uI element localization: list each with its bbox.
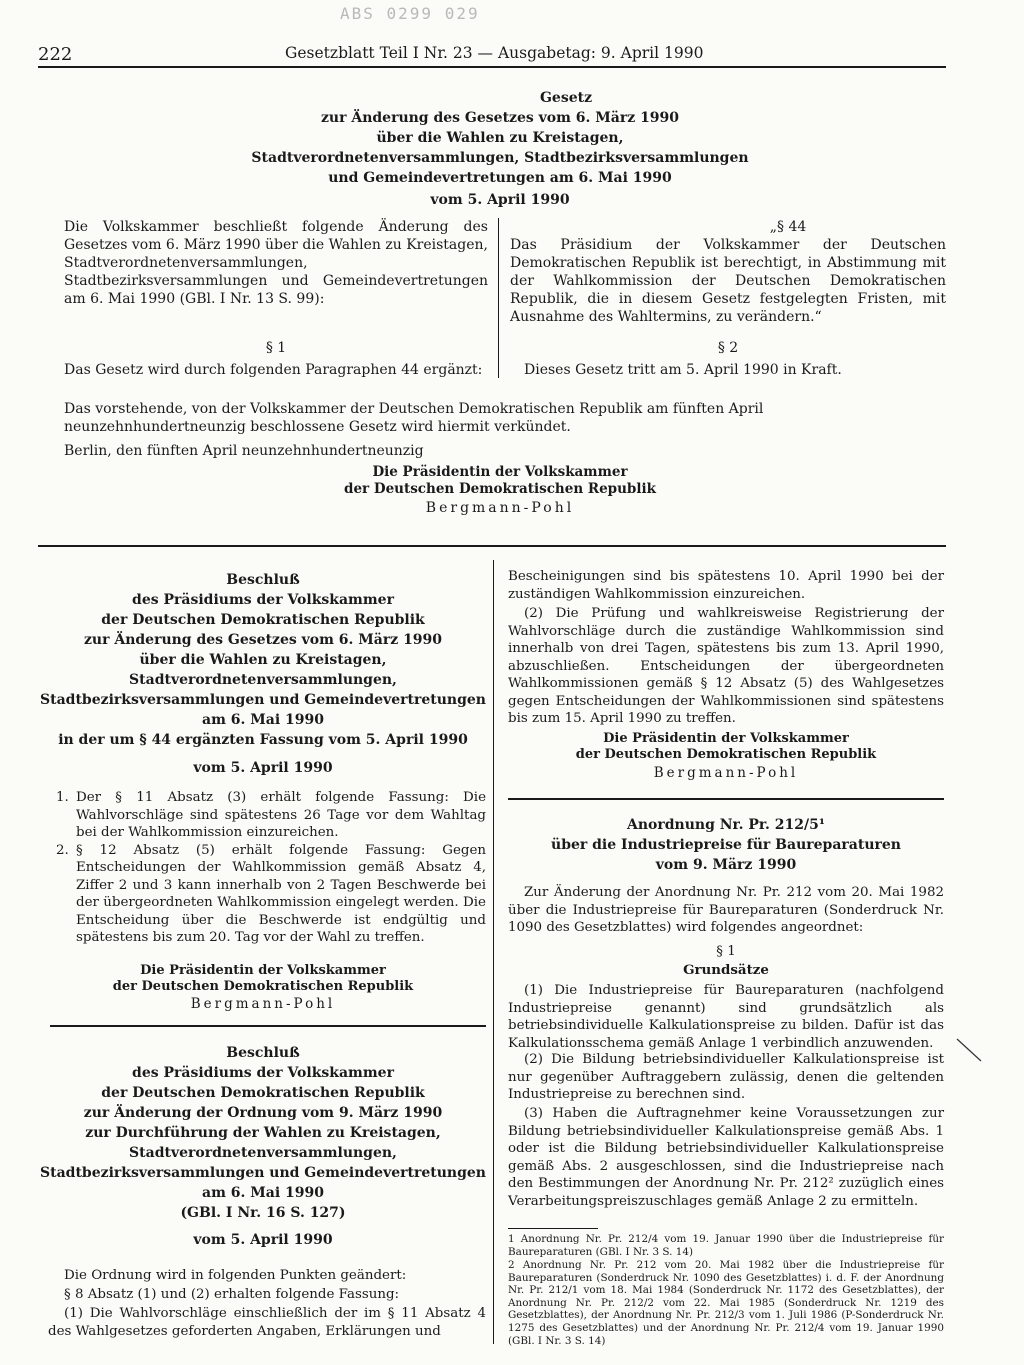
beschluss1-items <box>56 789 486 947</box>
law-s2-heading: § 2 <box>717 340 739 356</box>
footnote: 1 Anordnung Nr. Pr. 212/4 vom 19. Januar 1990 über die Industriepreise für Baureparaturen (GBl. I Nr. 3 S. 14) <box>508 1233 944 1258</box>
item-number: 1. <box>56 790 69 805</box>
law-signatory-name: Bergmann-Pohl <box>425 500 575 516</box>
beschluss1-date: vom 5. April 1990 <box>193 760 333 776</box>
beschluss1-title-line: Stadtverordnetenversammlungen, <box>129 672 397 688</box>
list-item <box>56 842 486 947</box>
anordnung-para: (1) Die Industriepreise für Baureparaturen (nachfolgend Industriepreise genannt) sind grundsätzlich als betriebsindividuelle Kalkulationspreise zu bilden. Dafür ist das Kalkulationsschema gemäß Anlage 1 verbindlich anzuwenden. <box>508 983 944 1051</box>
law-title-line: zur Änderung des Gesetzes vom 6. März 1990 <box>320 110 680 126</box>
beschluss1-signatory-name: Bergmann-Pohl <box>190 996 336 1012</box>
law-title-line: Stadtverordnetenversammlungen, Stadtbezirksversammlungen <box>251 150 749 166</box>
beschluss1-signatory-line: Die Präsidentin der Volkskammer <box>140 963 386 978</box>
law-date: vom 5. April 1990 <box>430 192 570 208</box>
header-rule <box>38 66 946 68</box>
anordnung-title-line: Anordnung Nr. Pr. 212/5¹ <box>627 817 825 833</box>
section-rule <box>38 545 946 547</box>
column-divider <box>493 560 494 1344</box>
beschluss1-title-line: der Deutschen Demokratischen Republik <box>101 612 425 628</box>
beschluss2-para2: (2) Die Prüfung und wahlkreisweise Registrierung der Wahlvorschläge durch die zuständige Wahlkommission sind innerhalb von drei Tagen, spätestens bis zum 13. April 1990, abzuschließen. Entscheidungen der übergeordneten Wahlkommissionen gemäß § 12 Absatz (5) des Wahlgesetzes gegen Entscheidungen der Wahlkommissionen sind spätestens bis zum 15. April 1990 zu treffen. <box>508 606 944 726</box>
beschluss2-title-line: Stadtbezirksversammlungen und Gemeindevertretungen <box>40 1165 486 1181</box>
law-promulgation: Das vorstehende, von der Volkskammer der Deutschen Demokratischen Republik am fünften April neunzehnhundertneunzig beschlossene Gesetz wird hiermit verkündet. <box>64 401 764 435</box>
beschluss1-title-line: Beschluß <box>226 572 300 588</box>
law-title-line: über die Wahlen zu Kreistagen, <box>376 130 624 146</box>
archive-stamp: ABS 0299 029 <box>340 4 480 23</box>
beschluss2-title-line: der Deutschen Demokratischen Republik <box>101 1085 425 1101</box>
law-s2-text: Dieses Gesetz tritt am 5. April 1990 in Kraft. <box>524 362 842 378</box>
beschluss2-title-line: Beschluß <box>226 1045 300 1061</box>
beschluss2-line1: § 8 Absatz (1) und (2) erhalten folgende Fassung: <box>64 1287 400 1302</box>
law-place-date: Berlin, den fünften April neunzehnhundertneunzig <box>64 443 424 459</box>
beschluss2-title-line: Stadtverordnetenversammlungen, <box>129 1145 397 1161</box>
law-s1-heading: § 1 <box>265 340 287 356</box>
law-s44-text: Das Präsidium der Volkskammer der Deutschen Demokratischen Republik ist berechtigt, in Abstimmung mit der Wahlkommission der Deutschen Demokratischen Republik, die in diesem Gesetz festgelegten Fristen, mit Ausnahme des Wahltermins, zu verändern.“ <box>510 237 946 325</box>
beschluss2-title-line: zur Änderung der Ordnung vom 9. März 1990 <box>83 1105 443 1121</box>
running-title: Gesetzblatt Teil I Nr. 23 — Ausgabetag: 9. April 1990 <box>285 44 704 62</box>
item-text: Der § 11 Absatz (3) erhält folgende Fassung: Die Wahlvorschläge sind spätestens 26 Tage vor dem Wahltag bei der Wahlkommission einzureichen. <box>76 790 486 840</box>
footnote-rule <box>508 1228 598 1229</box>
beschluss2-date: vom 5. April 1990 <box>193 1232 333 1248</box>
beschluss1-title <box>40 570 486 750</box>
beschluss2-signatory-line: der Deutschen Demokratischen Republik <box>575 747 877 762</box>
beschluss2-title-line: am 6. Mai 1990 <box>202 1185 324 1201</box>
beschluss2-title-line: (GBl. I Nr. 16 S. 127) <box>180 1205 346 1221</box>
anordnung-title-line: über die Industriepreise für Baureparaturen <box>551 837 901 853</box>
law-s1-text: Das Gesetz wird durch folgenden Paragraphen 44 ergänzt: <box>64 362 483 378</box>
beschluss2-signatory-name: Bergmann-Pohl <box>653 765 799 781</box>
section-rule <box>50 1025 486 1027</box>
anordnung-s1-heading: § 1 <box>716 944 736 959</box>
beschluss1-title-line: am 6. Mai 1990 <box>202 712 324 728</box>
footnote: 2 Anordnung Nr. Pr. 212 vom 20. Mai 1982 über die Industriepreise für Baureparaturen (Sonderdruck Nr. 1090 des Gesetzblattes) i. d. F. der Anordnung Nr. Pr. 212/1 vom 18. Mai 1984 (Sonderdruck Nr. 1172 des Gesetzblattes), der Anordnung Nr. Pr. 212/2 vom 22. Mai 1985 (Sonderdruck Nr. 1219 des Gesetzblattes), der Anordnung Nr. Pr. 212/3 vom 1. Juli 1986 (P-Sonderdruck Nr. 1275 des Gesetzblattes) und der Anordnung Nr. Pr. 212/4 vom 19. Januar 1990 (GBl. I Nr. 3 S. 14) <box>508 1259 944 1347</box>
beschluss2-title <box>40 1043 486 1223</box>
beschluss1-title-line: des Präsidiums der Volkskammer <box>132 592 394 608</box>
beschluss1-title-line: zur Änderung des Gesetzes vom 6. März 1990 <box>83 632 443 648</box>
law-intro: Die Volkskammer beschließt folgende Änderung des Gesetzes vom 6. März 1990 über die Wahlen zu Kreistagen, Stadtverordnetenversammlungen, Stadtbezirksversammlungen und Gemeindevertretungen am 6. Mai 1990 (GBl. I Nr. 13 S. 99): <box>64 219 488 307</box>
anordnung-para: (2) Die Bildung betriebsindividueller Kalkulationspreise ist nur gegenüber Auftraggebern zulässig, denen die geltenden Industriepreise zu berechnen sind. <box>508 1052 944 1102</box>
beschluss1-signatory-line: der Deutschen Demokratischen Republik <box>112 979 414 994</box>
law-title-line: Gesetz <box>539 90 593 106</box>
beschluss1-signatory <box>40 963 486 995</box>
law-signatory-line: der Deutschen Demokratischen Republik <box>344 481 656 497</box>
law-signatory <box>200 464 800 498</box>
item-text: § 12 Absatz (5) erhält folgende Fassung: Gegen Entscheidungen der Wahlkommission gemäß Absatz 4, Ziffer 2 und 3 kann innerhalb von 2 Tagen Beschwerde bei der übergeordneten Wahlkommission eingelegt werden. Die Entscheidung über die Beschwerde ist endgültig und spätestens bis zum 20. Tag vor der Wahl zu treffen. <box>76 842 486 945</box>
law-title <box>200 88 800 188</box>
beschluss2-title-line: des Präsidiums der Volkskammer <box>132 1065 394 1081</box>
item-number: 2. <box>56 842 69 858</box>
law-column-divider <box>498 218 499 378</box>
law-s44-heading: „§ 44 <box>769 219 807 235</box>
anordnung-para: (3) Haben die Auftragnehmer keine Voraussetzungen zur Bildung betriebsindividueller Kalkulationspreise gemäß Abs. 1 oder ist die Bildung betriebsindividueller Kalkulationspreise gemäß Abs. 2 ausgeschlossen, sind die Industriepreise nach den Bestimmungen der Anordnung Nr. Pr. 212² zuzüglich eines Verarbeitungspreiszuschlages gemäß Anlage 2 zu ermitteln. <box>508 1106 944 1209</box>
anordnung-title-line: vom 9. März 1990 <box>655 857 797 873</box>
anordnung-s1-subheading: Grundsätze <box>683 962 769 978</box>
page-number: 222 <box>38 44 73 65</box>
anordnung-intro: Zur Änderung der Anordnung Nr. Pr. 212 vom 20. Mai 1982 über die Industriepreise für Baureparaturen (Sonderdruck Nr. 1090 des Gesetzblattes) wird folgendes angeordnet: <box>508 885 944 935</box>
beschluss1-title-line: Stadtbezirksversammlungen und Gemeindevertretungen <box>40 692 486 708</box>
section-rule <box>508 798 944 800</box>
beschluss1-title-line: in der um § 44 ergänzten Fassung vom 5. April 1990 <box>58 732 468 748</box>
law-signatory-line: Die Präsidentin der Volkskammer <box>372 464 628 480</box>
list-item <box>56 789 486 842</box>
beschluss2-continuation: Bescheinigungen sind bis spätestens 10. April 1990 bei der zuständigen Wahlkommission einzureichen. <box>508 569 944 602</box>
law-title-line: und Gemeindevertretungen am 6. Mai 1990 <box>328 170 672 186</box>
beschluss2-signatory <box>508 731 944 763</box>
beschluss2-title-line: zur Durchführung der Wahlen zu Kreistagen, <box>85 1125 441 1141</box>
pencil-mark-icon <box>955 1035 985 1065</box>
beschluss2-intro: Die Ordnung wird in folgenden Punkten geändert: <box>64 1268 407 1283</box>
anordnung-title <box>508 815 944 875</box>
beschluss2-signatory-line: Die Präsidentin der Volkskammer <box>603 731 849 746</box>
beschluss1-title-line: über die Wahlen zu Kreistagen, <box>139 652 387 668</box>
beschluss2-para1: (1) Die Wahlvorschläge einschließlich der im § 11 Absatz 4 des Wahlgesetzes geforderten Angaben, Erklärungen und <box>48 1306 486 1339</box>
